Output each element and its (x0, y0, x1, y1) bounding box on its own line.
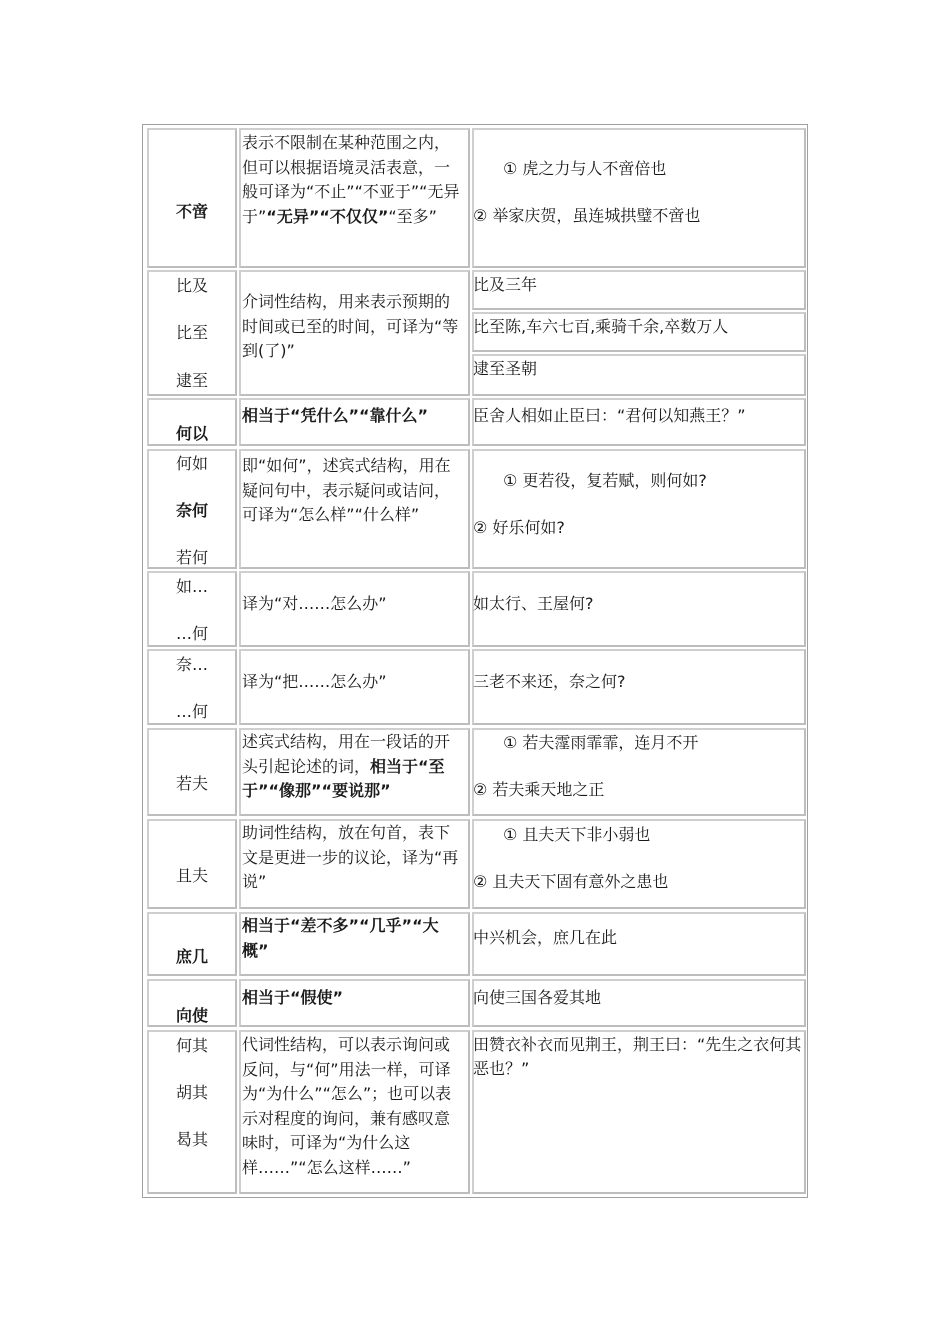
explanation-text: 即“如何”，述宾式结构，用在疑问句中，表示疑问或诘问，可译为“怎么样”“什么样” (242, 456, 451, 524)
explanation-text: 表示不限制在某种范围之内，但可以根据语境灵活表意，一般可译为“不止”“不亚于”“无异于”“无异”“不仅仅”“至多” (242, 133, 460, 226)
example-text: ② 且夫天下固有意外之患也 (473, 872, 669, 891)
term-label: 胡其 (175, 1083, 208, 1102)
table-row (147, 1030, 806, 1194)
term-cell (147, 128, 237, 268)
term-label: 比及 (175, 276, 208, 295)
term-cell (147, 728, 237, 816)
explanation-text: 译为“对……怎么办” (242, 594, 387, 613)
example-cell (472, 128, 806, 268)
term-label: 若何 (175, 548, 208, 567)
term-label: 奈… (175, 655, 208, 674)
term-label: 何其 (175, 1036, 208, 1055)
table-row (147, 979, 806, 1027)
term-label: 若夫 (175, 774, 208, 793)
term-label: …何 (175, 702, 208, 721)
table-row (147, 912, 806, 976)
example-text: 臣舍人相如止臣曰：“君何以知燕王？” (473, 406, 746, 425)
example-text: ② 好乐何如? (473, 518, 565, 537)
example-text: ① 若夫霪雨霏霏，连月不开 (503, 733, 699, 752)
term-cell (147, 819, 237, 909)
explanation-text: 相当于“凭什么”“靠什么” (242, 406, 429, 425)
term-label: 庶几 (175, 947, 208, 966)
table-row (147, 728, 806, 816)
term-label: 何以 (175, 424, 208, 443)
term-label: 比至 (175, 323, 208, 342)
table-row (147, 649, 806, 725)
example-text: 田赞衣补衣而见荆王，荆王曰：“先生之衣何其恶也？” (473, 1035, 802, 1078)
term-label: 逮至 (175, 371, 208, 390)
example-text: ② 若夫乘天地之正 (473, 780, 605, 799)
example-text: ① 且夫天下非小弱也 (503, 825, 651, 844)
term-label: 何如 (175, 454, 208, 473)
term-label: 不啻 (175, 202, 208, 221)
term-label: …何 (175, 624, 208, 643)
example-text: 比及三年 (473, 275, 538, 294)
table-row (147, 270, 806, 396)
example-text: ① 虎之力与人不啻倍也 (503, 159, 667, 178)
term-label: 如… (175, 577, 208, 596)
table-row (147, 128, 806, 268)
example-text: 三老不来还，奈之何? (473, 672, 626, 691)
table-row (147, 449, 806, 569)
table-row (147, 398, 806, 446)
explanation-text: 介词性结构，用来表示预期的时间或已至的时间，可译为“等到(了)” (242, 292, 459, 360)
explanation-text: 相当于“假使” (242, 988, 344, 1007)
term-label: 向使 (175, 1006, 208, 1025)
example-text: ① 更若役，复若赋，则何如? (503, 471, 707, 490)
explanation-text: 助词性结构，放在句首，表下文是更进一步的议论，译为“再说” (242, 823, 459, 891)
term-label: 奈何 (175, 501, 208, 520)
example-text: ② 举家庆贺，虽连城拱璧不啻也 (473, 206, 701, 225)
explanation-text: 代词性结构，可以表示询问或反问，与“何”用法一样，可译为“为什么”“怎么”；也可以表示对程度的询问，兼有感叹意味时，可译为“为什么这样……”“怎么这样……” (242, 1035, 452, 1177)
table-row (147, 819, 806, 909)
explanation-text: 述宾式结构，用在一段话的开头引起论述的词，相当于“至于”“像那”“要说那” (242, 732, 451, 800)
term-label: 曷其 (175, 1130, 208, 1149)
explanation-text: 译为“把……怎么办” (242, 672, 387, 691)
example-cell (472, 449, 806, 569)
example-text: 向使三国各爱其地 (473, 988, 602, 1007)
example-text: 如太行、王屋何? (473, 594, 594, 613)
example-text: 中兴机会，庶几在此 (473, 928, 618, 947)
term-label: 且夫 (175, 866, 208, 885)
table-row (147, 571, 806, 647)
example-text: 比至陈,车六七百,乘骑千余,卒数万人 (473, 317, 729, 336)
example-text: 逮至圣朝 (473, 359, 538, 378)
explanation-text: 相当于“差不多”“几乎”“大概” (242, 916, 439, 960)
